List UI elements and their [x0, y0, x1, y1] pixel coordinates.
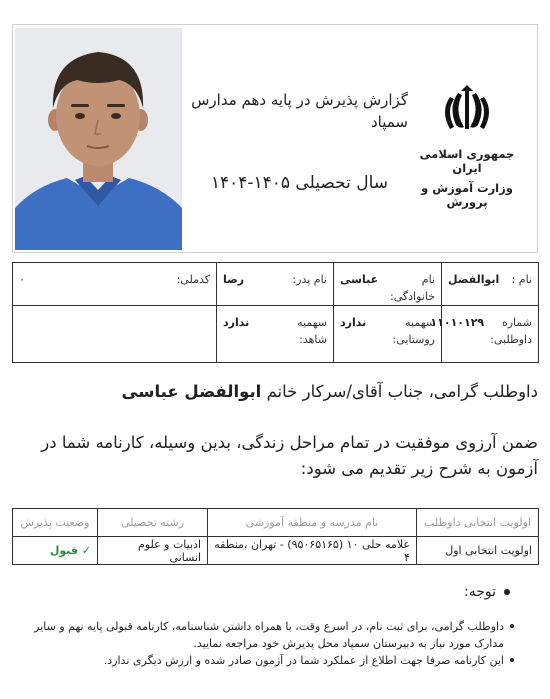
admission-header-row [13, 509, 539, 537]
rural-quota-cell [334, 306, 442, 363]
national-code-label: کدملی: [176, 273, 210, 286]
national-code-value: ۰ [19, 273, 25, 286]
student-portrait-image [15, 28, 182, 250]
applicant-full-name: ابوالفضل عباسی [121, 382, 262, 401]
father-cell [217, 263, 334, 306]
ministry-emblem-block [407, 85, 527, 209]
info-row-2 [13, 306, 539, 363]
admission-table [12, 508, 539, 565]
empty-cell [13, 306, 217, 363]
father-value: رضا [223, 273, 245, 286]
congrats-paragraph: ضمن آرزوی موفقیت در تمام مراحل زندگی، بدین وسیله، کارنامه شما در آزمون به شرح زیر تقدیم می شود: [41, 433, 538, 478]
student-photo [15, 28, 182, 250]
list-item: این کارنامه صرفا جهت اطلاع از عملکرد شما در آزمون صادر شده و ارزش دیگری ندارد. [14, 652, 514, 669]
rural-quota-label: سهمیه روستایی: [392, 316, 435, 346]
name-cell [442, 263, 539, 306]
col-header-field: رشته تحصیلی [98, 509, 208, 537]
info-row-1 [13, 263, 539, 306]
col-header-status: وضعیت پذیرش [13, 509, 98, 537]
report-header-card [12, 24, 538, 253]
greeting-line [12, 382, 538, 401]
notes-title: توجه: [463, 584, 496, 600]
bullet-icon [504, 589, 510, 595]
national-code-cell [13, 263, 217, 306]
family-label: نام خانوادگی: [390, 273, 435, 303]
admission-status-badge: ✓ قبول [13, 537, 98, 565]
col-header-priority: اولویت انتخابی داوطلب [417, 509, 539, 537]
col-header-school: نام مدرسه و منطقه آموزشی [208, 509, 417, 537]
school-cell: علامه حلی ۱۰ (۹۵۰۶۵۱۶۵) - تهران ،منطقه ۴ [208, 537, 417, 565]
list-item: داوطلب گرامی، برای ثبت نام، در اسرع وقت، با همراه داشتن شناسنامه، کارنامه قبولی پایه نهم و سایر مدارک مورد نیاز به دبیرستان سمپاد محل پذیرش خود مراجعه نمایید. [14, 618, 514, 652]
notes-list [14, 618, 514, 669]
family-cell [334, 263, 442, 306]
father-label: نام پدر: [292, 273, 327, 286]
applicant-no-label: شماره داوطلبی: [490, 316, 532, 346]
applicant-no-cell [430, 306, 539, 363]
iran-emblem-icon [440, 85, 494, 133]
field-cell: ادبیات و علوم انسانی [98, 537, 208, 565]
greeting-prefix: داوطلب گرامی، جناب آقای/سرکار خانم [266, 382, 538, 401]
table-row [13, 537, 539, 565]
shahed-quota-label: سهمیه شاهد: [297, 316, 327, 346]
school-year: سال تحصیلی ۱۴۰۵-۱۴۰۴ [210, 173, 388, 193]
rural-quota-value: ندارد [340, 316, 367, 329]
shahed-quota-value: ندارد [223, 316, 250, 329]
emblem-country-label: جمهوری اسلامی ایران [419, 147, 515, 175]
family-value: عباسی [340, 273, 379, 286]
name-label: نام : [511, 273, 532, 286]
student-info-table [12, 262, 539, 363]
shahed-quota-cell [217, 306, 334, 363]
name-value: ابوالفضل [448, 273, 500, 286]
notes-heading [464, 584, 510, 600]
report-title: گزارش پذیرش در پایه دهم مدارس سمپاد [191, 91, 408, 131]
emblem-ministry-label: وزارت آموزش و پرورش [421, 181, 513, 209]
priority-cell: اولویت انتخابی اول [417, 537, 539, 565]
applicant-no-value: ۱۱۰۱۰۱۲۹ [430, 316, 485, 329]
